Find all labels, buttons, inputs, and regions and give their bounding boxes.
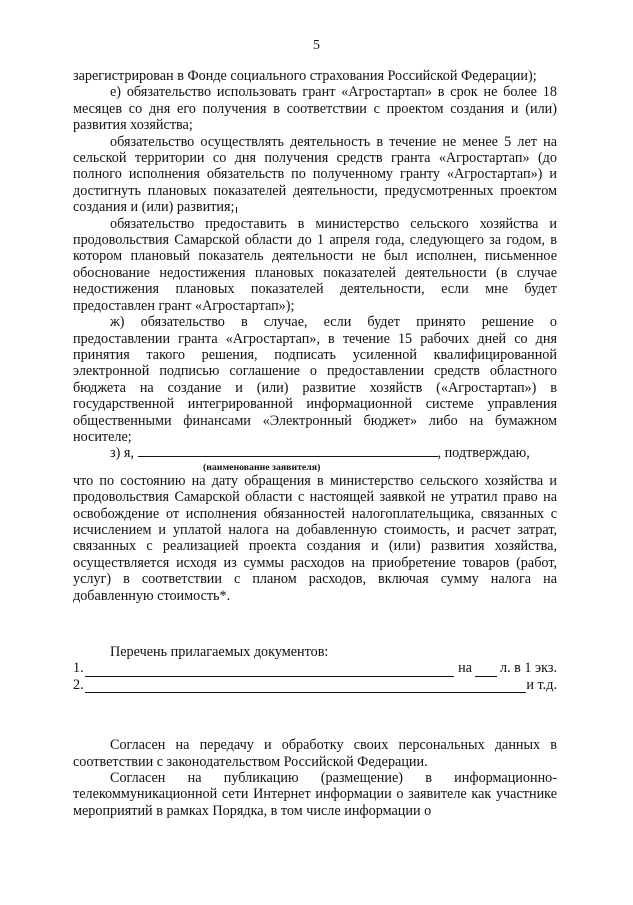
- document-name-field[interactable]: [85, 680, 526, 693]
- paragraph-reporting-obligation: обязательство предоставить в министерство сельского хозяйства и продовольствия Самарской области до 1 апреля года, следующего за годом, в котором плановый показатель деятельности не был исполнен, письменное обоснование недостижения плановых показателей деятельности (в случае недостижения плановых показателей деятельности, если мне будет предоставлен грант «Агростартап»);: [73, 215, 557, 314]
- confirmation-suffix: , подтверждаю,: [437, 445, 530, 462]
- document-etc-label: и т.д.: [526, 676, 557, 693]
- document-name-field[interactable]: [85, 664, 454, 677]
- document-body: [73, 68, 557, 819]
- publication-consent: Согласен на публикацию (размещение) в информационно-телекоммуникационной сети Интернет информации о заявителе как участнике мероприятий в рамках Порядка, в том числе информации о: [73, 770, 557, 819]
- document-sheet-count-field[interactable]: [475, 664, 497, 677]
- document-number: 1.: [73, 660, 84, 677]
- confirmation-line: [73, 445, 557, 461]
- document-row-1: [73, 660, 557, 676]
- document-sheets-label: л. в 1 экз.: [499, 660, 557, 677]
- applicant-name-field[interactable]: [138, 445, 438, 457]
- applicant-name-caption: (наименование заявителя): [203, 461, 321, 473]
- personal-data-consent: Согласен на передачу и обработку своих персональных данных в соответствии с законодательством Российской Федерации.: [73, 737, 557, 770]
- documents-title: Перечень прилагаемых документов:: [110, 644, 329, 660]
- activity-obligation-text: обязательство осуществлять деятельность в течение не менее 5 лет на сельской территории со дня получения средств гранта «Агростартап» (до полного исполнения обязательств по полученному гранту «Агростартап») и достигнуть плановых показателей деятельности, предусмотренных проектом создания и (или) развития;: [73, 133, 557, 216]
- paragraph-registration: зарегистрирован в Фонде социального страхования Российской Федерации);: [73, 68, 537, 84]
- paragraph-activity-obligation: [73, 134, 557, 216]
- document-on-label: на: [458, 660, 472, 677]
- confirmation-prefix: з) я,: [110, 445, 134, 462]
- paragraph-agreement-obligation: ж) обязательство в случае, если будет принято решение о предоставлении гранта «Агростартап», в течение 15 рабочих дней со дня принятия такого решения, подписать усиленной квалифицированной электронной подписью соглашение о предоставлении средств областного бюджета на создание и (или) развитие хозяйств («Агростартап») в государственной интегрированной информационной системе управления общественными финансами «Электронный бюджет» либо на бумажном носителе;: [73, 314, 557, 445]
- document-row-2: [73, 677, 557, 693]
- confirmation-text: что по состоянию на дату обращения в министерство сельского хозяйства и продовольствия Самарской области с настоящей заявкой не утратил право на освобождение от исполнения обязанностей налогоплательщика, связанных с исчислением и уплатой налога на добавленную стоимость, и расчет затрат, связанных с реализацией проекта создания и (или) развития хозяйства, осуществляется исходя из суммы расходов на приобретение товаров (работ, услуг) в соответствии с планом расходов, включая сумму налога на добавленную стоимость*.: [73, 472, 557, 604]
- document-number: 2.: [73, 676, 84, 693]
- page-number: 5: [313, 38, 320, 53]
- paragraph-grant-usage: е) обязательство использовать грант «Агростартап» в срок не более 18 месяцев со дня его получения в соответствии с проектом создания и (или) развития хозяйства;: [73, 84, 557, 134]
- ink-mark: [236, 207, 240, 213]
- consents-section: [73, 737, 557, 819]
